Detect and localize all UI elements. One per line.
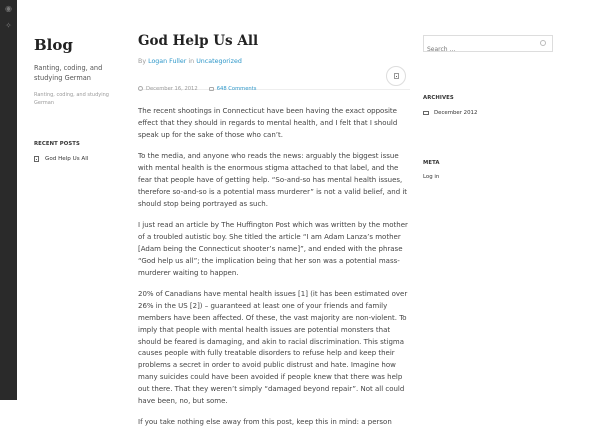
byline-in: in	[188, 58, 195, 65]
post-date[interactable]	[138, 86, 198, 92]
twitter-icon[interactable]: ✧	[5, 21, 12, 30]
site-description-small: Ranting, coding, and studying German	[34, 92, 109, 106]
category-link[interactable]: Uncategorized	[196, 58, 242, 65]
comment-count: 648 Comments	[216, 86, 257, 92]
recent-posts-list	[34, 156, 114, 162]
archives-list	[423, 110, 553, 116]
recent-post-item[interactable]	[34, 156, 114, 162]
meta-list	[423, 174, 553, 180]
byline-by: By	[138, 58, 147, 65]
author-link[interactable]: Logan Fuller	[148, 58, 187, 65]
archive-link[interactable]: December 2012	[434, 110, 478, 116]
post-meta	[138, 76, 410, 90]
post-date-text: December 16, 2012	[146, 85, 198, 92]
search-input[interactable]	[424, 42, 534, 57]
login-link[interactable]: Log in	[423, 174, 440, 180]
meta-title: META	[423, 160, 440, 166]
post-title[interactable]: God Help Us All	[138, 33, 259, 49]
post-article	[138, 33, 410, 439]
post-paragraph: 20% of Canadians have mental health issues [1] (it has been estimated over 26% in the US [2]) – guaranteed at least one of your friends and family members have been affected. Of these, the vast majority are non-violent. To imply that people with mental health issues are potential monsters that should be feared is damaging, and akin to racial discrimination. This stigma causes people with fully treatable disorders to refuse help and keep their problems a secret in order to avoid public distrust and hate. Imagine how many suicides could have been avoided if people knew that there was help out there. That they weren’t simply “damaged beyond repair”. Not all could have been, no, but some.	[138, 290, 408, 405]
recent-post-link[interactable]: God Help Us All	[45, 156, 89, 162]
search-icon[interactable]	[540, 40, 546, 46]
search-form	[423, 35, 553, 52]
right-sidebar	[423, 35, 553, 180]
site-description: Ranting, coding, and studying German	[34, 64, 103, 82]
post-content	[138, 106, 410, 429]
archives-title: ARCHIVES	[423, 95, 454, 101]
document-icon	[34, 156, 39, 162]
post-paragraph: To the media, and anyone who reads the news: arguably the biggest issue with mental health is the enormous stigma attached to that label, and the fear that people have of getting help. “So-and-so has mental health issues, therefore so-and-so is a potential mass murderer” is not a valid belief, and it should stop being portrayed as such.	[138, 152, 408, 208]
post-paragraph: If you take nothing else away from this post, keep this in mind: a person	[138, 418, 392, 427]
post-paragraph: I just read an article by The Huffington Post which was written by the mother of a troubled autistic boy. She titled the article “I am Adam Lanza’s mother [Adam being the Connecticut shooter’s name]”, and ended with the phrase “God help us all”; the implication being that her son was a potential mass-murderer waiting to happen.	[138, 221, 408, 277]
site-title[interactable]: Blog	[34, 36, 73, 54]
folder-icon	[423, 111, 429, 115]
post-paragraph: The recent shootings in Connecticut have been having the exact opposite effect that they should in regards to mental health, and I felt that I should speak up for the sake of those who can’t.	[138, 107, 398, 139]
post-comments[interactable]	[209, 86, 257, 92]
recent-posts-title: RECENT POSTS	[34, 141, 80, 147]
site-branding	[34, 36, 114, 162]
clock-icon	[138, 86, 143, 91]
post-byline	[138, 58, 410, 65]
document-icon	[394, 73, 399, 79]
comment-icon	[209, 87, 214, 91]
dark-side-bar	[0, 0, 17, 400]
rss-icon[interactable]: ◉	[5, 4, 12, 13]
post-format-badge	[386, 66, 406, 86]
archive-item[interactable]	[423, 110, 553, 116]
